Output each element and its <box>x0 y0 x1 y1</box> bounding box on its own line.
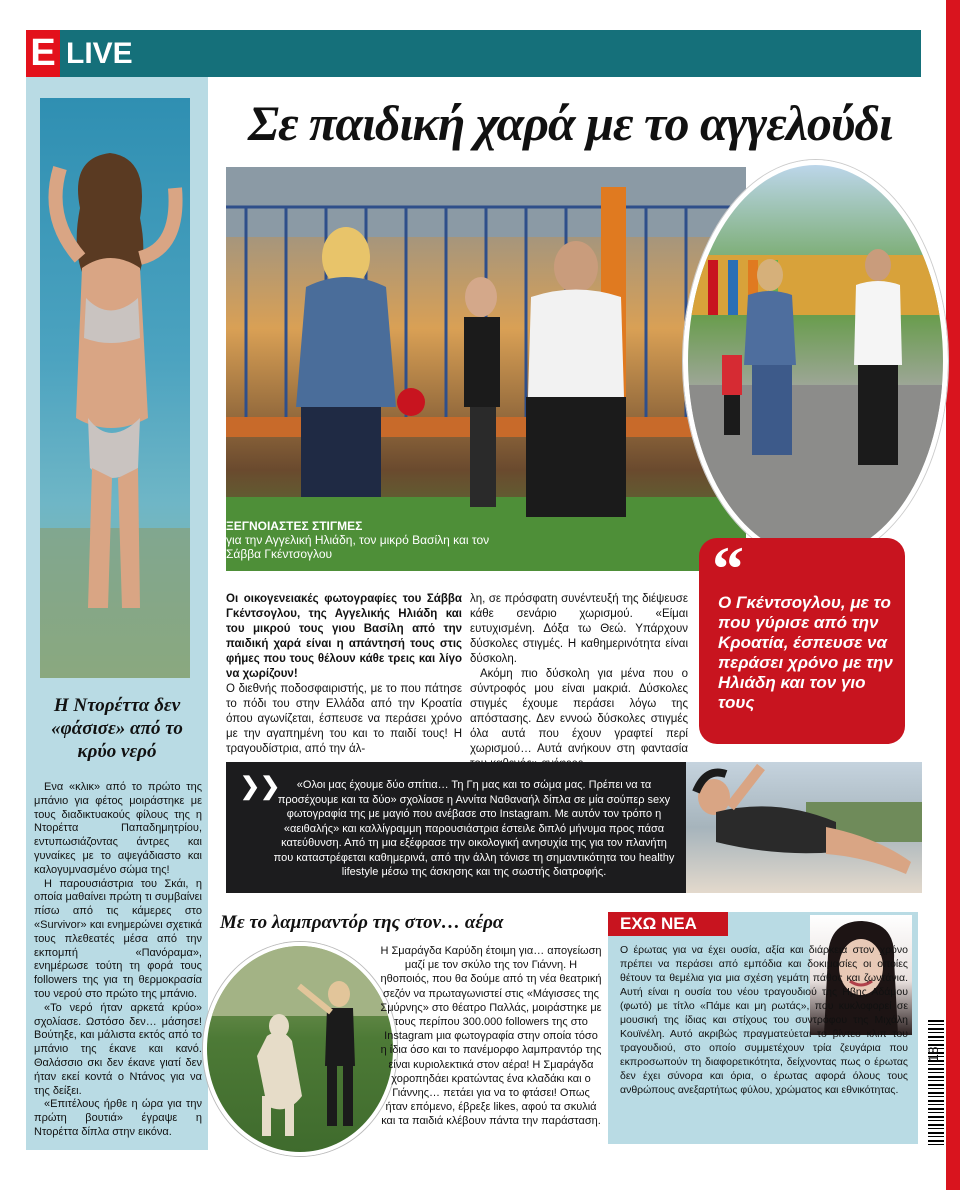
sidebar-paragraph: Ενα «κλικ» από το πρώτο της μπάνιο για φέτος μοιράστηκε με τους διαδικτυακούς φίλους της η Ντορέττα Παπαδημητρίου, εντυπωσιάζοντας άντρες και γυναίκες με το αψεγάδιαστο και καλογυμνασμένο σώμα της! <box>34 781 202 876</box>
photo-annita-swimsuit <box>686 762 922 893</box>
quote-mark-icon: “ <box>712 533 744 604</box>
annita-story-text: «Ολοι μας έχουμε δύο σπίτια… Τη Γη μας και το σώμα μας. Πρέπει να τα προσέχουμε και τα δύο» σχολίασε η Αννίτα Ναθαναήλ δίπλα σε μία σούπερ sexy φωτογραφία της με μαγιό που ανέβασε στο Instagram. Με αυτόν τον τρόπο η «αειθαλής» και καλλίγραμμη παρουσιάστρια έστειλε διπλό μήνυμα προς πάσα κατεύθυνση. Από τη μια εξέφρασε την οικολογική ανησυχία της για τον πλανήτη που καταστρέφεται καθημερινά, από την άλλη τόνισε τη σημαντικότητα του healthy lifestyle μέσω της άσκησης και της σωστής διατροφής. <box>273 779 675 878</box>
caption-text: για την Αγγελική Ηλιάδη, τον μικρό Βασίλη και τον Σάββα Γκέντσογλου <box>226 533 490 561</box>
section-label: LIVE <box>66 37 133 70</box>
echo-nea-label: ΕΧΩ ΝΕΑ <box>620 914 697 933</box>
smaragda-headline: Με το λαμπραντόρ της στον… αέρα <box>220 912 504 933</box>
section-header-bar <box>26 30 921 77</box>
bikini-woman-illustration <box>40 98 190 678</box>
sidebar-headline: Η Ντορέττα δεν «φάσισε» από το κρύο νερό <box>51 695 183 762</box>
sidebar-paragraph: «Επιτέλους ήρθε η ώρα για την πρώτη βουτιά» έγραψε η Ντορέττα δίπλα στην εικόνα. <box>34 1098 202 1138</box>
article-body-2b: Ακόμη πιο δύσκολη για μένα που ο σύντροφός μου είναι μακριά. Δύσκολες στιγμές έχουμε περάσει λόγω της απόστασης. Δεν εννοώ δύσκολες στιγμές όλα αυτά που έχουν γραφτεί περί χωρισμού… Αυτά ανήκουν στη φαντασία <box>470 668 688 755</box>
red-edge-strip <box>946 0 960 1190</box>
sidebar-paragraph: «Το νερό ήταν αρκετά κρύο» σχολίασε. Ωστόσο δεν… μάσησε! Βούτηξε, και μάλιστα εκτός από το μπάνιο της έκανε και κανό. Θαλάσσιο σκι δεν έκανε γιατί δεν ήταν εκεί κοντά ο Ντάνος για να της δείξει. <box>34 1001 202 1097</box>
article-column-2 <box>470 592 688 772</box>
magazine-logo: E <box>26 30 60 77</box>
article-body-1: Ο διεθνής ποδοσφαιριστής, με το που πάτησε το πόδι του στην Ελλάδα από την Κροατία όπου αγωνίζεται, έσπευσε να περάσει χρόνο με την αγαπημένη του και το παιδί τους! Η τραγουδίστρια, από την άλ- <box>226 683 462 755</box>
double-chevron-icon: ❯❯ <box>240 773 281 800</box>
caption-title: ΞΕΓΝΟΙΑΣΤΕΣ ΣΤΙΓΜΕΣ <box>226 519 363 533</box>
photo-caption <box>226 519 526 561</box>
article-body-2a: λη, σε πρόσφατη συνέντευξή της διέψευσε κάθε σενάριο χωρισμού. «Είμαι ευτυχισμένη. Δόξα τω Θεώ. Υπάρχουν δύσκολες στιγμές. Η καθημερινότητα είναι δύσκολη. <box>470 593 688 665</box>
smaragda-story-text: Η Σμαράγδα Καρύδη έτοιμη για… απογείωση μαζί με τον σκύλο της τον Γιάννη. Η ηθοποιός, που θα δούμε από τη νέα θεατρική σεζόν να πρωταγωνιστεί στις «Μάγισσες της Σμύρνης» στο θέατρο Παλλάς, μοιράστηκε με τους περίπου 300.000 followers της στο Instagram μια φωτογραφία στην οποία τόσο η ίδια όσο και το πανέμορφο λαμπραντόρ της είναι κυριολεκτικά στον αέρα! Η Σμαράγδα χοροπηδάει κρατώντας ένα κλαδάκι και ο Γιάννης… πετάει για να το φτάσει! Οπως ήταν επόμενο, έβρεξε likes, αφού τα σκυλιά και τα παιδιά κλέβουν πάντα την παράσταση. <box>380 945 602 1128</box>
walking-family-illustration <box>688 165 943 557</box>
woman-and-dog-illustration <box>207 946 393 1152</box>
article-headline: Σε παιδική χαρά με το αγγελούδι <box>248 95 892 151</box>
photo-smaragda-dog <box>203 942 397 1156</box>
article-lead: Οι οικογενειακές φωτογραφίες του Σάββα Γκέντσογλου, της Αγγελικής Ηλιάδη και του μικρού τους γιου Βασίλη από την παιδική χαρά είναι η απάντησή τους στις φήμες που τους θέλουν κάθε τρεις και λίγο να χωρίζουν! <box>226 593 462 680</box>
echo-nea-text: Ο έρωτας για να έχει ουσία, αξία και διάρκεια στον χρόνο πρέπει να περάσει από εμπόδια και δοκιμασίες οι οποίες θέτουν τα θεμέλια για μια σχέση γεμάτη πάθος και ζωντάνια. Αυτή είναι η ουσία του νέου τραγουδιού της Ηβης Αδάμου (φωτό) με τίτλο «Πάμε και μη ρωτάς», που κυκλοφορεί σε μουσική της ίδιας και στίχους του συντρόφου της Μιχάλη Κουϊνέλη. Αυτό ακριβώς πραγματεύεται το βίντεο κλιπ του τραγουδιού, στο οποίο συμμετέχουν τρία ζευγάρια που εκπροσωπούν τη διαφορετικότητα, δείχνοντας πως ο έρωτας δεν έχει σύνορα και όρια, ο έρωτας αφορά όλους τους ανθρώπους ανεξαρτήτως φύλου, χρώματος και εθνικότητας. <box>620 944 908 1096</box>
playground-illustration <box>226 167 746 571</box>
swimsuit-woman-illustration <box>686 762 922 893</box>
photo-family-playground <box>226 167 746 571</box>
sidebar-paragraph: Η παρουσιάστρια του Σκάι, η οποία μαθαίνει πρώτη τι συμβαίνει πίσω από τις κάμερες στο «Survivor» και ενημερώνει σχετικά τους πλεθεατές μέσα από την εκπομπή «Πανόραμα», ενημέρωσε τούτη τη φορά τους followers της για τη θερμοκρασία του νερού στο πρώτο της μπάνιο. <box>34 877 202 1000</box>
sidebar-body <box>34 781 202 1140</box>
page-number: 18 <box>925 1046 941 1062</box>
edge-barcode <box>925 1020 944 1146</box>
pull-quote-text: Ο Γκέντσογλου, με το που γύρισε από την Κροατία, έσπευσε να περάσει χρόνο με την Ηλιάδη και τον γιο τους <box>718 593 893 712</box>
photo-family-walking <box>683 160 948 562</box>
photo-doretta-sea <box>40 98 190 678</box>
article-column-1 <box>226 592 462 757</box>
